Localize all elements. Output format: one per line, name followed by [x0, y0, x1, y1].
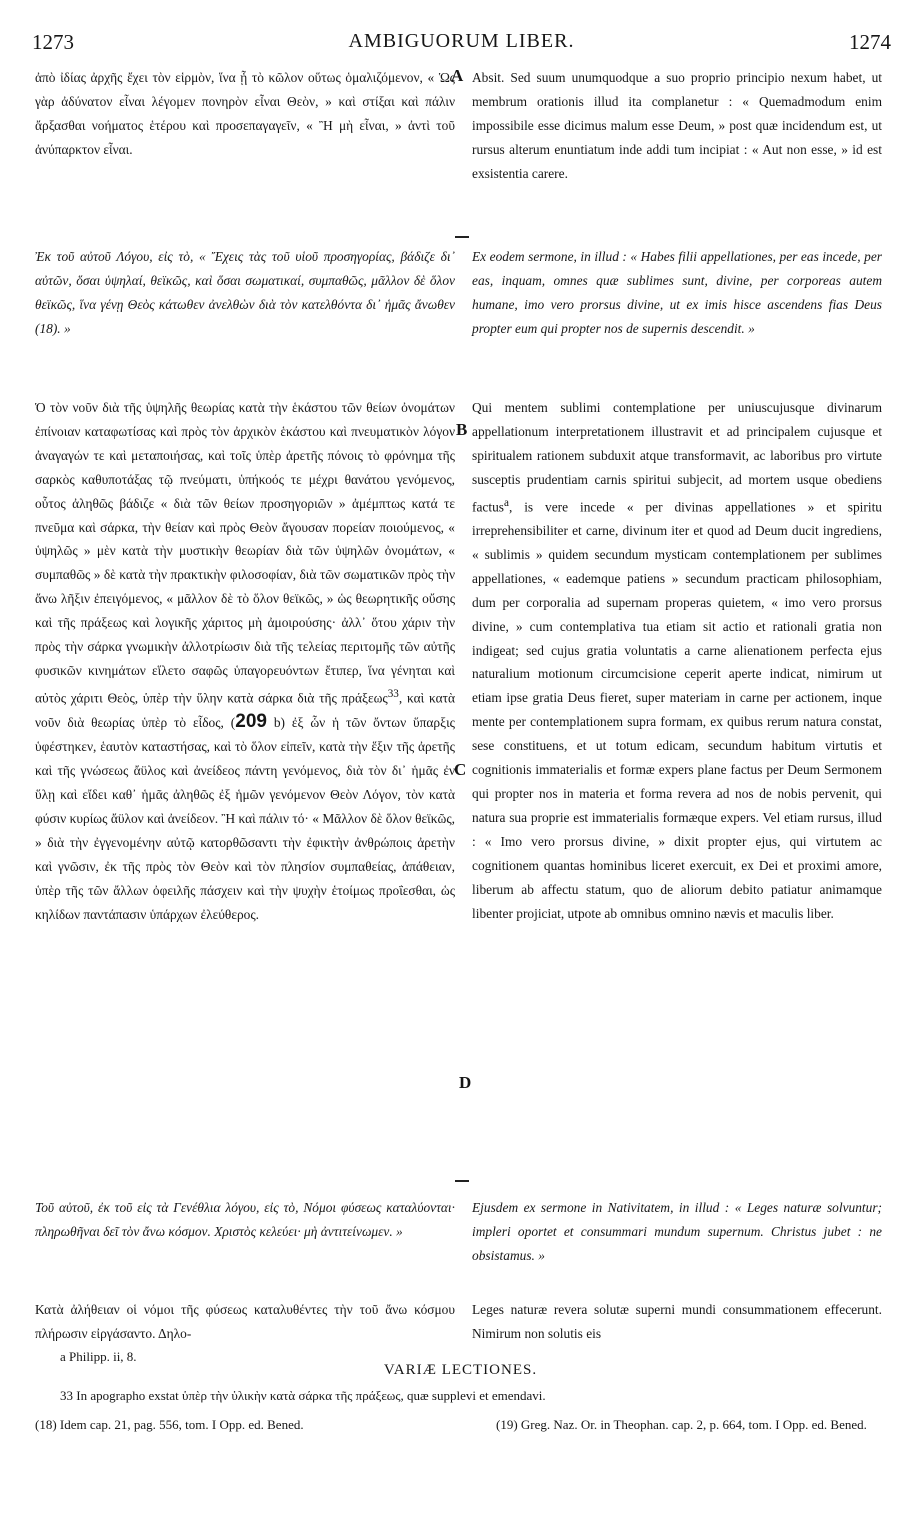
page-header	[32, 30, 891, 60]
section-rule	[455, 1180, 469, 1182]
footnote-ref-a: a	[503, 496, 509, 509]
greek-paragraph-3: Κατὰ ἀλήθειαν οἱ νόμοι τῆς φύσεως καταλυθέντες τὴν τοῦ ἄνω κόσμου πλήρωσιν εἰργάσαντο. Δηλο-	[35, 1302, 455, 1341]
greek-paragraph-1: ἀπὸ ἰδίας ἀρχῆς ἔχει τὸν εἱρμὸν, ἵνα ᾖ τὸ κῶλον οὕτως ὁμαλιζόμενον, « Ὡς γὰρ ἀδύνατον εἶναι λέγομεν πονηρὸν εἶναι Θεὸν, » καὶ στίξαι καὶ πάλιν ἄρξασθαι νοήματος ἑτέρου καὶ προσεπαγαγεῖν, « Ἢ μὴ εἶναι, » ἀντὶ τοῦ ἀνύπαρκτον εἶναι.	[35, 70, 455, 157]
greek-heading-2: Τοῦ αὐτοῦ, ἐκ τοῦ εἰς τὰ Γενέθλια λόγου, εἰς τὸ, Νόμοι φύσεως καταλύονται· πληρωθῆναι δεῖ τὸν ἄνω κόσμον. Χριστὸς κελεύει· μὴ ἀντιτείνωμεν. »	[35, 1200, 455, 1239]
greek-paragraph-2-text: , καὶ κατὰ νοῦν διὰ θεωρίας ὑπὲρ τὸ εἶδος,	[35, 690, 456, 731]
latin-paragraph-1: Absit. Sed suum unumquodque a suo proprio principio nexum habet, ut membrum orationis illud ita complanetur : « Quemadmodum enim impossibile esse dicimus malum esse Deum, » post quæ incidendum est, ut rursus alterum enuntiatum inde addi tum incipiat : « Aut non esse, » id est exsistentia carere.	[472, 70, 882, 181]
section-rule	[455, 236, 469, 238]
footnote-a: a Philipp. ii, 8.	[60, 1349, 137, 1364]
latin-paragraph-3: Leges naturæ revera solutæ superni mundi consummationem effecerunt. Nimirum non solutis eis	[472, 1302, 882, 1341]
source-note-18: (18) Idem cap. 21, pag. 556, tom. I Opp. ed. Bened.	[35, 1417, 304, 1432]
margin-marker-c: C	[454, 760, 467, 779]
latin-paragraph-2	[472, 396, 882, 925]
footnote-ref-33: 33	[387, 687, 399, 700]
margin-marker-a: A	[451, 66, 464, 85]
variae-lectiones-title: VARIÆ LECTIONES.	[383, 1362, 538, 1378]
greek-paragraph-2-text: ἐξ ὧν ἡ τῶν ὄντων ὕπαρξις ὑφέστηκεν, ἑαυτὸν καταστήσας, καὶ τὸ ὅλον εἰπεῖν, κατὰ τὴν ἕξιν τῆς ἀρετῆς καὶ τῆς γνώσεως ἄϋλος καὶ ἀνείδεος πάντη γενόμενος, διὰ τὸν δι᾽ ἡμᾶς ἐν ὕλῃ καὶ εἴδει καθ᾽ ἡμᾶς ἀληθῶς ἐξ ἡμῶν γενόμενον Θεὸν Λόγον, τὸν κατὰ φύσιν κυρίως ἄϋλον καὶ ἀνείδεον. Ἢ καὶ πάλιν τό· « Μᾶλλον δὲ ὅλον θεϊκῶς, » διὰ τὴν ἐγγενομένην αὐτῷ κατορθῶσαντι τὴν ἐφικτὴν ἀνθρώποις ἀρετὴν καὶ γνῶσιν, ἐκ τῆς πρὸς τὸν Θεὸν καὶ τὸν πλησίον συμπαθείας, ἀπάθειαν, ὑπὲρ τῆς τῶν ἄλλων ὀφειλῆς πάσχειν καὶ τὴν ψυχὴν ἑτοίμως προΐεσθαι, ὡς κηλίδων παντάπασιν ὑπάρχων ἐλεύθερος.	[35, 715, 455, 922]
latin-heading-2: Ejusdem ex sermone in Nativitatem, in illud : « Leges naturæ solvuntur; impleri oportet et consummari mundum supernum. Christus jubet : ne obsistamus. »	[472, 1200, 882, 1263]
margin-marker-d: D	[459, 1073, 472, 1092]
greek-paragraph-2: Ὁ τὸν νοῦν διὰ τῆς ὑψηλῆς θεωρίας κατὰ τὴν ἑκάστου τῶν θείων ὀνομάτων ἐπίνοιαν καταφωτίσας καὶ πρὸς τὸν ἀρχικὸν ἑκάστου καὶ πνευματικὸν λόγον ἀναγαγών τε καὶ μεταποιήσας, καὶ τοῖς ὑπὲρ ἀρετῆς πόνοις τὸ φρόνημα τῆς σαρκὸς καθυποτάξας τῷ πνεύματι, ὑπήκοός τε μέχρι θανάτου γενόμενος, οὗτος ἀληθῶς βάδιζε « διὰ τῶν θείων προσηγοριῶν » ἀμέμπτως κατά τε πνεῦμα καὶ σάρκα, τὴν θείαν καὶ πρὸς Θεὸν ἄγουσαν πορείαν ποιούμενος, « ὑψηλῶς » μὲν κατὰ τὴν μυστικὴν θεωρίαν διὰ τῶν ὑψηλῶν ὀνομάτων, « συμπαθῶς » δὲ κατὰ τὴν πρακτικὴν φιλοσοφίαν, διὰ τῶν σωματικῶν πρὸς τὴν ἄνω λῆξιν ἐπειγόμενος, « μᾶλλον δὲ τὸ ὅλον θεϊκῶς, » ὡς θεωρητικῆς οὔσης καὶ τῆς πράξεως καὶ λογικῆς χάριτος μὴ ἀμοιρούσης· ἀλλ᾽ ὅτου χάριν τὴν πρὸς τὴν σάρκα γνωμικὴν ἀλλοτρίωσιν διὰ τῆς τελείας περιτομῆς τῶν αὐτῆς φυσικῶν κινημάτων εἵλετο σαφῶς ὑπαγορευόντων ἔτιπερ, ἵνα γένηται καὶ αὐτὸς χάριτι Θεὸς, ὑπὲρ τὴν ὕλην κατὰ σάρκα διὰ τῆς πράξεως$^{33}$, καὶ κατὰ νοῦν διὰ θεωρίας ὑπὲρ τὸ εἶδος, (209 b) ἐξ ὧν ἡ τῶν ὄντων ὕπαρξις ὑφέστηκεν, ἑαυτὸν καταστήσας, καὶ τὸ ὅλον εἰπεῖν, κατὰ τὴν ἕξιν τῆς ἀρετῆς καὶ τῆς γνώσεως ἄϋλος καὶ ἀνείδεος πάντη γενόμενος, διὰ τὸν δι᾽ ἡμᾶς ἐν ὕλῃ καὶ εἴδει καθ᾽ ἡμᾶς ἀληθῶς ἐξ ἡμῶν γενόμενον Θεὸν Λόγον, τὸν κατὰ φύσιν κυρίως ἄϋλον καὶ ἀνείδεον. Ἢ καὶ πάλιν τό· « Μᾶλλον δὲ ὅλον θεϊκῶς, » διὰ τὴν ἐγγενομένην αὐτῷ κατορθῶσαντι τὴν ἐφικτὴν ἀνθρώποις ἀρετὴν καὶ γνῶσιν, ἐκ τῆς πρὸς τὸν Θεὸν καὶ τὸν πλησίον συμπαθείας, ἀπάθειαν, ὑπὲρ τῆς τῶν ἄλλων ὀφειλῆς πάσχειν καὶ τὴν ψυχὴν ἑτοίμως προΐεσθαι, ὡς κηλίδων παντάπασιν ὑπάρχων ἐλεύθερος.	[35, 400, 456, 922]
latin-heading-1: Ex eodem sermone, in illud : « Habes filii appellationes, per eas incede, per eas, inquam, omnes quæ sublimes sunt, divine, per corporeas autem humane, imo vero prorsus divine, ut ex imis hisce ascendens fias Deus propter eum qui propter nos de supernis descendit. »	[472, 249, 882, 336]
greek-heading-1: Ἐκ τοῦ αὐτοῦ Λόγου, εἰς τὸ, « Ἔχεις τὰς τοῦ υἱοῦ προσηγορίας, βάδιζε δι᾽ αὐτῶν, ὅσαι ὑψηλαί, θεϊκῶς, καὶ ὅσαι σωματικαί, συμπαθῶς, μᾶλλον δὲ ὅλον θεϊκῶς, ἵνα γένῃ Θεὸς κάτωθεν ἀνελθὼν διὰ τὸν κατελθόντα δι᾽ ἡμᾶς ἄνωθεν (18). »	[35, 249, 455, 336]
column-number: 209	[235, 711, 267, 733]
variant-reading-33: 33 In apographo exstat ὑπὲρ τὴν ὑλικὴν κατὰ σάρκα τῆς πράξεως, quæ supplevi et emendavi.	[60, 1388, 546, 1403]
latin-paragraph-2-text: , is vere incede « per divinas appellationes » et spiritu irreprehensibiliter et carne, divinum iter et quod ad Deum ducit ingrediens, « sublimis » quidem secundum mysticam contemplationem per sublimes appellationes, « eademque patiens » secundum practicam philosophiam, dum per corporalia ad supernam properas quietem, « imo vero prorsus divine, » cum contemplativa tua etiam sit actio et rationali gratia non indigeat; sed cujus gratia voluntatis a carne alienationem perfecta ejus naturalium motionum circumcisione ceperit aperte indicat, nimirum ut etiam ipse gratia Deus fieret, super materiam in carne per actionem, inque mente per contemplationem supra formam, ex quibus rerum natura constat, sese constituens, et ut totum edicam, secundum habitum virtutis et cognitionis immaterialis et formæ expers plane factus per Deum Sermonem qui propter nos in materia et forma revera ad nos de nobis pervenit, qui natura sua proprie est immaterialis formæque expers. Vel etiam rursus, illud : « Imo vero prorsus divine, » dixit propter ejus, qui virtutem ac cognitionem quantas hominibus liceret exercuit, ex Dei et proximi amore, liberum ab affectu statum, quo de aliorum debito patiatur animamque libenter projiciat, utpote ab omnibus omnino nævis et maculis liber.	[472, 499, 882, 921]
source-note-19: (19) Greg. Naz. Or. in Theophan. cap. 2, p. 664, tom. I Opp. ed. Bened.	[496, 1417, 867, 1432]
column-number-suffix: b)	[266, 715, 285, 731]
running-title: AMBIGUORUM LIBER.	[348, 30, 575, 52]
latin-paragraph-2-text: Qui mentem sublimi contemplatione per uniuscujusque divinarum appellationum interpretationem illustravit et ad principalem cujusque et spiritualem rationem subduxit atque transformavit, ac laboribus pro virtute susceptis prudentiam carnis spiritui subjecit, ad mortem usque obediens factus	[472, 400, 882, 515]
greek-paragraph-2-text: Ὁ τὸν νοῦν διὰ τῆς ὑψηλῆς θεωρίας κατὰ τὴν ἑκάστου τῶν θείων ὀνομάτων ἐπίνοιαν καταφωτίσας καὶ πρὸς τὸν ἀρχικὸν ἑκάστου καὶ πνευματικὸν λόγον ἀναγαγών τε καὶ μεταποιήσας, καὶ τοῖς ὑπὲρ ἀρετῆς πόνοις τὸ φρόνημα τῆς σαρκὸς καθυποτάξας τῷ πνεύματι, ὑπήκοός τε μέχρι θανάτου γενόμενος, οὗτος ἀληθῶς βάδιζε « διὰ τῶν θείων προσηγοριῶν » ἀμέμπτως κατά τε πνεῦμα καὶ σάρκα, τὴν θείαν καὶ πρὸς Θεὸν ἄγουσαν πορείαν ποιούμενος, « ὑψηλῶς » μὲν κατὰ τὴν μυστικὴν θεωρίαν διὰ τῶν ὑψηλῶν ὀνομάτων, « συμπαθῶς » δὲ κατὰ τὴν πρακτικὴν φιλοσοφίαν, διὰ τῶν σωματικῶν πρὸς τὴν ἄνω λῆξιν ἐπειγόμενος, « μᾶλλον δὲ τὸ ὅλον θεϊκῶς, » ὡς θεωρητικῆς οὔσης καὶ τῆς πράξεως καὶ λογικῆς χάριτος μὴ ἀμοιρούσης· ἀλλ᾽ ὅτου χάριν τὴν πρὸς τὴν σάρκα γνωμικὴν ἀλλοτρίωσιν διὰ τῆς τελείας περιτομῆς τῶν αὐτῆς φυσικῶν κινημάτων εἵλετο σαφῶς ὑπαγορευόντων ἔτιπερ, ἵνα γένηται καὶ αὐτὸς χάριτι Θεὸς, ὑπὲρ τὴν ὕλην κατὰ σάρκα διὰ τῆς πράξεως	[35, 400, 455, 706]
page-number-right: 1274	[849, 30, 891, 54]
page-number-left: 1273	[32, 30, 74, 54]
margin-marker-b: B	[456, 420, 468, 439]
